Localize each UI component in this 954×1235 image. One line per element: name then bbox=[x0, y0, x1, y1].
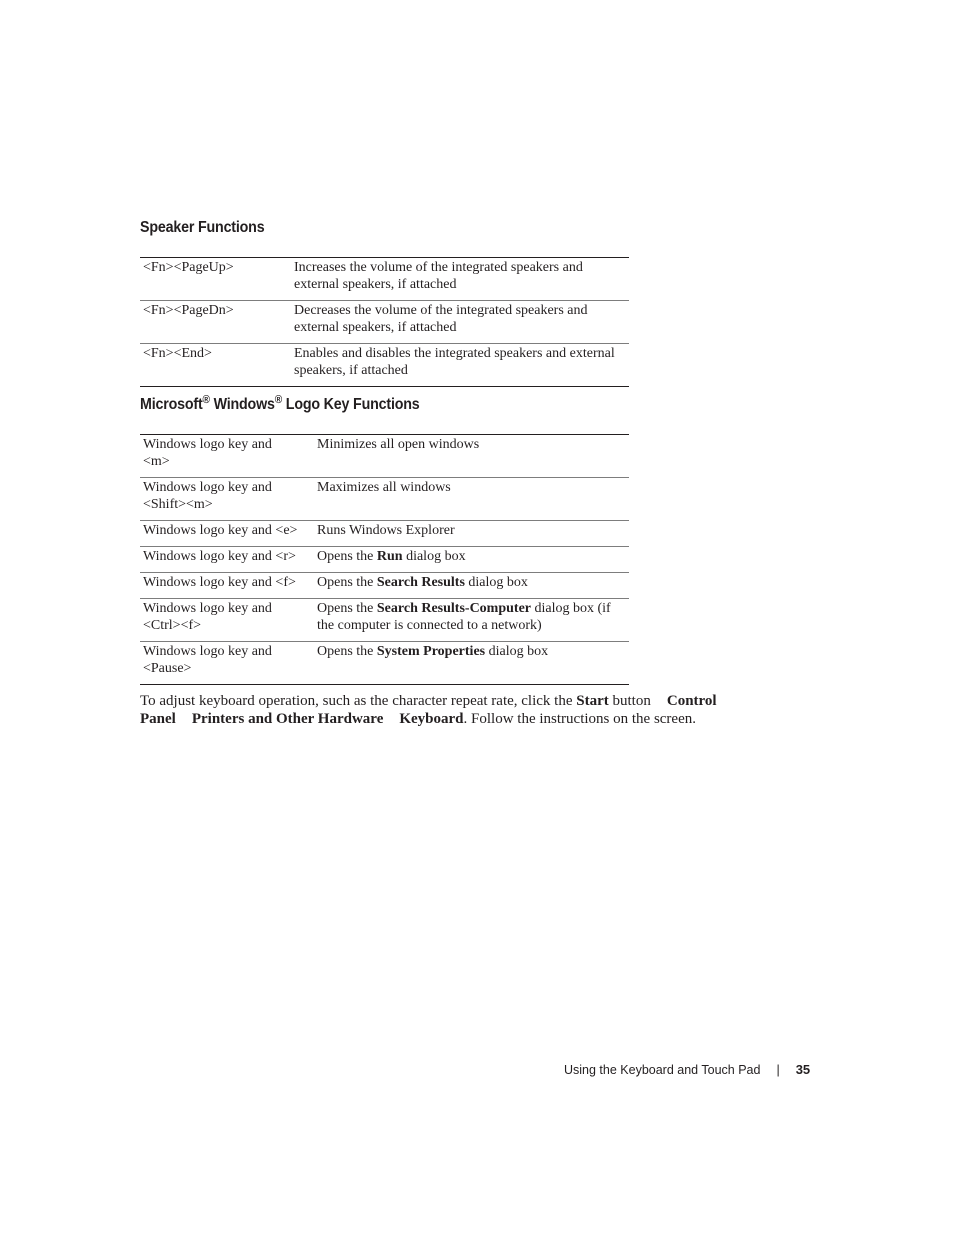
key-description: Enables and disables the integrated speakers and external speakers, if attached bbox=[294, 346, 615, 378]
table-row bbox=[140, 521, 629, 547]
key-description: Opens the Run dialog box bbox=[317, 549, 466, 564]
table-row bbox=[140, 301, 629, 344]
key-combo: <Fn><PageUp> bbox=[143, 260, 234, 275]
start-label: Start bbox=[576, 693, 609, 709]
table-row bbox=[140, 573, 629, 599]
key-combo: Windows logo key and <Shift><m> bbox=[143, 480, 272, 512]
table-row bbox=[140, 344, 629, 387]
key-combo: <Fn><End> bbox=[143, 346, 212, 361]
table-row bbox=[140, 642, 629, 685]
page-number: 35 bbox=[795, 1062, 811, 1077]
table-row bbox=[140, 435, 629, 478]
table-row bbox=[140, 547, 629, 573]
key-description: Runs Windows Explorer bbox=[317, 523, 455, 538]
key-description: Decreases the volume of the integrated speakers and external speakers, if attached bbox=[294, 303, 588, 335]
control-panel-label: Control bbox=[666, 693, 717, 709]
speaker-functions-heading: Speaker Functions bbox=[140, 219, 265, 236]
key-description: Opens the Search Results-Computer dialog box (if the computer is connected to a network) bbox=[317, 601, 611, 633]
page-footer bbox=[564, 1062, 810, 1077]
windows-logo-key-heading: Microsoft® Windows® Logo Key Functions bbox=[140, 394, 420, 414]
windows-logo-key-table bbox=[140, 434, 629, 685]
table-row bbox=[140, 258, 629, 301]
key-description: Maximizes all windows bbox=[317, 480, 451, 495]
table-row bbox=[140, 478, 629, 521]
key-combo: <Fn><PageDn> bbox=[143, 303, 234, 318]
table-row bbox=[140, 599, 629, 642]
key-description: Increases the volume of the integrated speakers and external speakers, if attached bbox=[294, 260, 583, 292]
key-combo: Windows logo key and <e> bbox=[143, 523, 298, 538]
key-combo: Windows logo key and <f> bbox=[143, 575, 296, 590]
footer-separator: | bbox=[776, 1063, 780, 1077]
key-combo: Windows logo key and <Pause> bbox=[143, 644, 272, 676]
key-combo: Windows logo key and <r> bbox=[143, 549, 296, 564]
printers-hardware-label: Printers and Other Hardware bbox=[191, 711, 384, 727]
key-description: Opens the Search Results dialog box bbox=[317, 575, 528, 590]
keyboard-label: Keyboard bbox=[399, 711, 464, 727]
footer-section-title: Using the Keyboard and Touch Pad bbox=[564, 1063, 761, 1077]
keyboard-settings-paragraph: To adjust keyboard operation, such as the character repeat rate, click the Start button Control Panel Printers and Other Hardware Keyboard. Follow the instructions on the screen. bbox=[140, 693, 717, 727]
speaker-functions-table bbox=[140, 257, 629, 387]
key-description: Minimizes all open windows bbox=[317, 437, 480, 452]
key-description: Opens the System Properties dialog box bbox=[317, 644, 549, 659]
key-combo: Windows logo key and <m> bbox=[143, 437, 272, 469]
key-combo: Windows logo key and <Ctrl><f> bbox=[143, 601, 272, 633]
